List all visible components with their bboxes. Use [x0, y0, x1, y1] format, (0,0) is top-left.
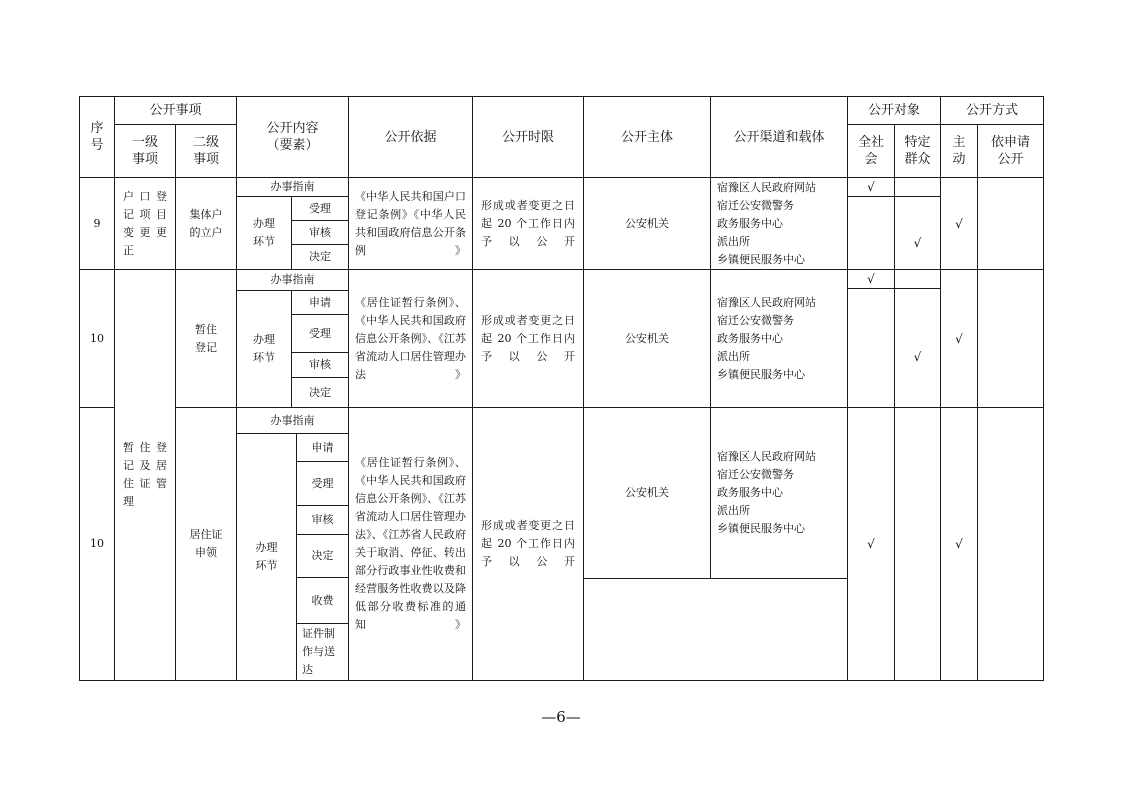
header-target-all: 全社 会	[847, 124, 895, 178]
row9-apply	[977, 177, 1044, 270]
row9-empty	[847, 196, 895, 270]
row10b-step: 决定	[296, 534, 349, 578]
header-method-active: 主 动	[940, 124, 978, 178]
header-channel: 公开渠道和载体	[710, 96, 848, 178]
row9-basis: 《中华人民共和国户口登记条例》《中华人民共和国政府信息公开条例》	[348, 177, 473, 270]
row10b-basis: 《居住证暂行条例》、《中华人民共和国政府信息公开条例》、《江苏省流动人口居住管理办法》、《江苏省人民政府关于取消、停征、转出部分行政事业性收费和经营服务性收费以及降低部分收费标准的通知》	[348, 407, 473, 681]
row10a-check-all: √	[847, 269, 895, 289]
header-target-specific: 特定 群众	[894, 124, 941, 178]
row10a-level2: 暂住 登记	[175, 269, 237, 408]
row9-seq: 9	[79, 177, 115, 270]
row10b-fee-subject	[583, 578, 848, 681]
row10b-level2: 居住证 申领	[175, 407, 237, 681]
row10b-step: 证件制 作与送 达	[296, 623, 349, 681]
row10a-step: 审核	[291, 352, 349, 378]
row10a-empty	[847, 288, 895, 408]
row10b-guide: 办事指南	[236, 407, 349, 434]
row9-channels: 宿豫区人民政府网站 宿迁公安微警务 政务服务中心 派出所 乡镇便民服务中心	[710, 177, 848, 270]
row9-guide: 办事指南	[236, 177, 349, 197]
row9-step: 决定	[291, 244, 349, 270]
row9-process-label: 办理 环节	[236, 196, 292, 270]
row9-check-specific: √	[894, 196, 941, 270]
row10b-step: 审核	[296, 505, 349, 535]
row10b-step: 受理	[296, 461, 349, 506]
page-number: —6—	[541, 708, 581, 726]
row9-step: 受理	[291, 196, 349, 221]
row9-step: 审核	[291, 220, 349, 245]
header-seq: 序 号	[79, 96, 115, 178]
row10a-deadline: 形成或者变更之日起 20 个工作日内予以公开	[472, 269, 584, 408]
row10a-step: 申请	[291, 290, 349, 315]
row10b-process-label: 办理 环节	[236, 433, 297, 681]
row10-level1: 暂 住 登 记 及 居 住 证 管 理	[114, 269, 176, 681]
row10a-check-active: √	[940, 269, 978, 408]
row9-empty	[894, 177, 941, 197]
row10b-step: 收费	[296, 577, 349, 624]
header-item-group: 公开事项	[114, 96, 237, 125]
row10a-step: 受理	[291, 314, 349, 353]
row10b-check-all: √	[847, 407, 895, 681]
row9-deadline: 形成或者变更之日起 20 个工作日内予以公开	[472, 177, 584, 270]
row10a-guide: 办事指南	[236, 269, 349, 291]
row10b-channels: 宿豫区人民政府网站 宿迁公安微警务 政务服务中心 派出所 乡镇便民服务中心	[710, 407, 848, 579]
row10a-process-label: 办理 环节	[236, 290, 292, 408]
row9-level2: 集体户 的立户	[175, 177, 237, 270]
row10a-basis: 《居住证暂行条例》、《中华人民共和国政府信息公开条例》、《江苏省流动人口居住管理办法》	[348, 269, 473, 408]
row10b-seq: 10	[79, 407, 115, 681]
header-subject: 公开主体	[583, 96, 711, 178]
header-method-apply: 依申请 公开	[977, 124, 1044, 178]
row9-subject: 公安机关	[583, 177, 711, 270]
row10a-subject: 公安机关	[583, 269, 711, 408]
row9-check-active: √	[940, 177, 978, 270]
row10b-step: 申请	[296, 433, 349, 462]
row10a-channels: 宿豫区人民政府网站 宿迁公安微警务 政务服务中心 派出所 乡镇便民服务中心	[710, 269, 848, 408]
header-level2: 二级 事项	[175, 124, 237, 178]
row10b-apply	[977, 407, 1044, 681]
header-level1: 一级 事项	[114, 124, 176, 178]
row10b-check-active: √	[940, 407, 978, 681]
row10a-check-specific: √	[894, 288, 941, 408]
row10a-apply	[977, 269, 1044, 408]
header-method-group: 公开方式	[940, 96, 1044, 125]
row10b-specific	[894, 407, 941, 681]
row9-level1: 户 口 登 记 项 目 变 更 更 正	[114, 177, 176, 270]
header-basis: 公开依据	[348, 96, 473, 178]
header-deadline: 公开时限	[472, 96, 584, 178]
row10a-empty	[894, 269, 941, 289]
row10a-step: 决定	[291, 377, 349, 408]
row9-check-all: √	[847, 177, 895, 197]
row10a-seq: 10	[79, 269, 115, 408]
header-content: 公开内容 （要素）	[236, 96, 349, 178]
header-target-group: 公开对象	[847, 96, 941, 125]
row10b-subject: 公安机关	[583, 407, 711, 579]
row10b-deadline: 形成或者变更之日起 20 个工作日内予以公开	[472, 407, 584, 681]
